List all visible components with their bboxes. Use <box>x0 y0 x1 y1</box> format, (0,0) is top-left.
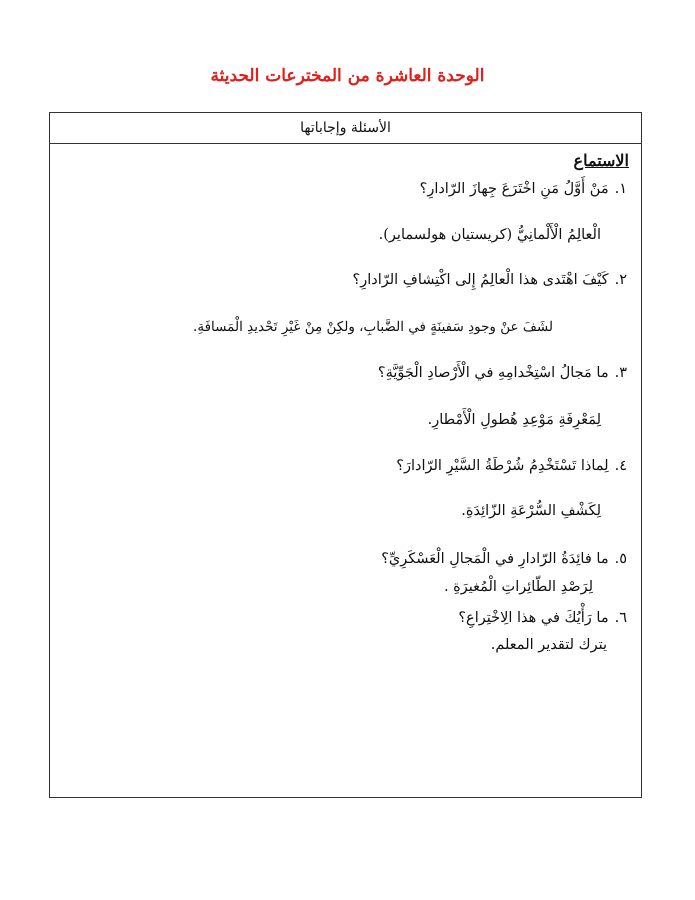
question-2 <box>62 272 627 288</box>
question-text: ما رَأْيُكَ في هذا الِاخْتِراعِ؟ <box>458 610 609 626</box>
question-text: ما مَجالُ اسْتِخْدامِهِ في الْأَرْصادِ الْجَوِّيَّةِ؟ <box>377 365 609 381</box>
section-title: الاستماع <box>573 151 629 170</box>
question-number: ٥. <box>614 551 627 567</box>
table-header: الأسئلة وإجاباتها <box>50 113 641 144</box>
answer-1: الْعالِمُ الْأَلْمانِيُّ (كريستيان هولسماير). <box>378 227 601 243</box>
question-4 <box>62 458 627 474</box>
question-number: ٤. <box>614 458 627 474</box>
question-number: ٦. <box>614 610 627 626</box>
answer-3: لِمَعْرِفَةِ مَوْعِدِ هُطولِ الْأَمْطارِ. <box>427 412 601 428</box>
question-text: مَنْ أَوَّلُ مَنِ اخْتَرَعَ جِهازَ الرّادارِ؟ <box>419 181 609 197</box>
question-3 <box>62 365 627 381</box>
qa-table <box>49 112 642 798</box>
page-title: الوحدة العاشرة من المخترعات الحديثة <box>210 66 485 86</box>
answer-5: لِرَصْدِ الطّائِراتِ الْمُغيرَةِ . <box>443 579 593 595</box>
question-number: ٢. <box>614 272 627 288</box>
question-5 <box>62 551 627 567</box>
question-number: ٣. <box>614 365 627 381</box>
question-number: ١. <box>614 181 627 197</box>
question-6 <box>62 610 627 626</box>
answer-6: يترك لتقدير المعلم. <box>490 637 607 653</box>
question-1 <box>62 181 627 197</box>
answer-2: لشَفَ عنْ وجودِ سَفينَةٍ في الضَّبابِ، ولكِنْ مِنْ غَيْرِ تَحْديدِ الْمَسافَةِ. <box>193 319 553 335</box>
question-text: ما فائِدَةُ الرّادارِ في الْمَجالِ الْعَسْكَرِيِّ؟ <box>381 551 609 567</box>
question-text: كَيْفَ اهْتَدى هذا الْعالِمُ إِلى اكْتِشافِ الرّادارِ؟ <box>352 272 609 288</box>
answer-4: لِكَشْفِ السُّرْعَةِ الزّائِدَةِ. <box>461 503 601 519</box>
table-body <box>50 144 641 798</box>
question-text: لِماذا تَسْتَخْدِمُ شُرْطَةُ السَّيْرِ الرّادارَ؟ <box>396 458 609 474</box>
